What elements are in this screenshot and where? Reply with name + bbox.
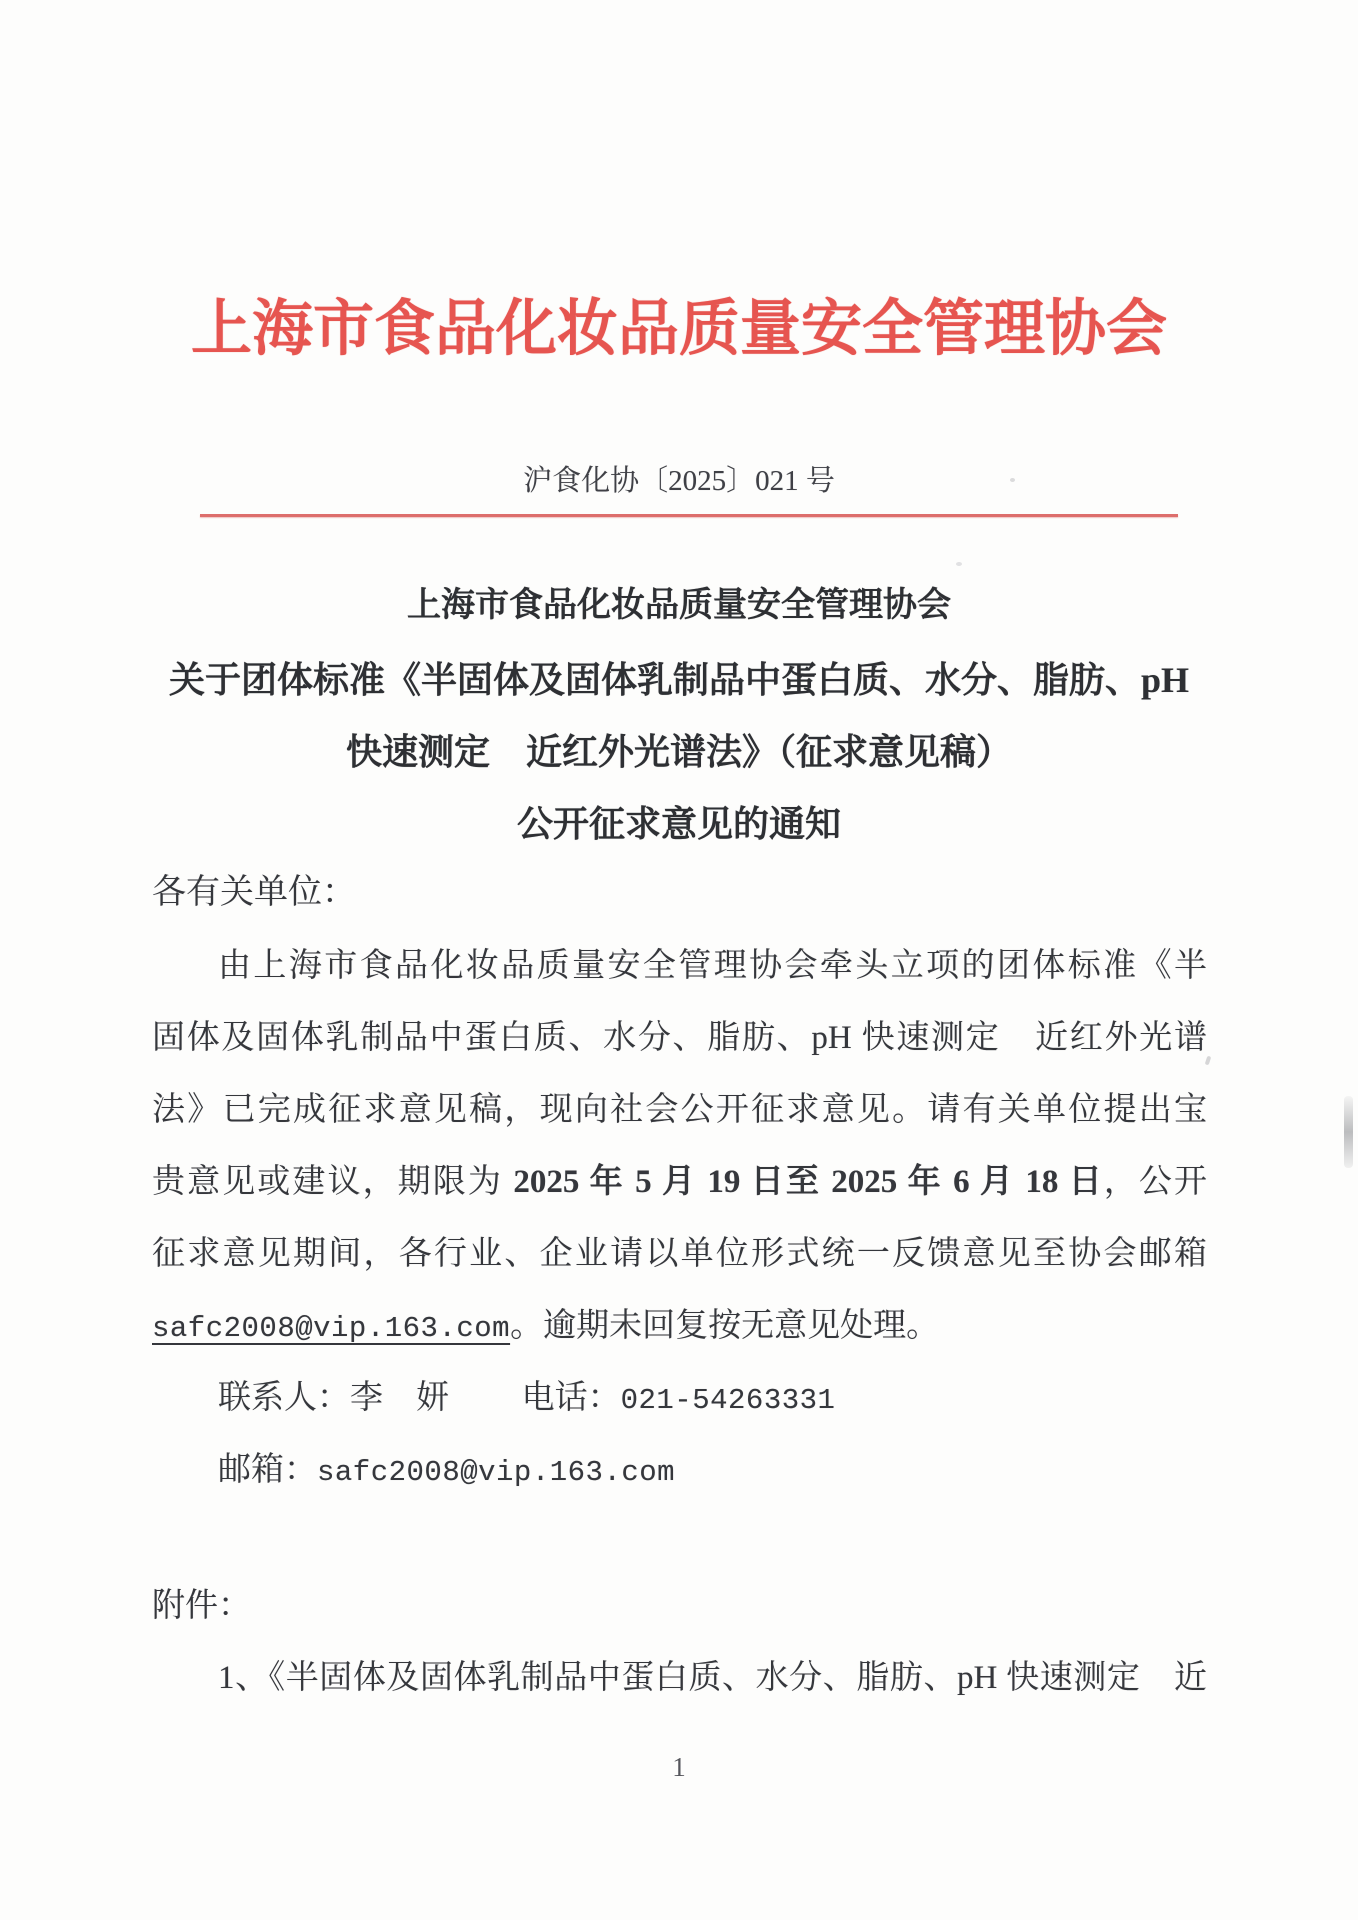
body-line-6 <box>152 1305 1207 1350</box>
mailbox-line <box>152 1449 1207 1494</box>
page-number: 1 <box>672 1752 686 1782</box>
notice-title-line-2: 关于团体标准《半固体及固体乳制品中蛋白质、水分、脂肪、pH <box>168 660 1190 700</box>
scan-speck-artifact <box>956 562 962 566</box>
attachments-label: 附件： <box>152 1588 251 1624</box>
scan-edge-smudge-artifact <box>1344 1096 1353 1168</box>
body-line-4-post: ，公开 <box>1103 1164 1208 1200</box>
contact-person-label: 联系人： <box>218 1380 350 1416</box>
contact-phone-label: 电话： <box>521 1380 621 1416</box>
feedback-email-underlined: safc2008@vip.163.com <box>152 1312 511 1345</box>
body-line-4 <box>152 1161 1207 1203</box>
notice-title-line-1: 上海市食品化妆品质量安全管理协会 <box>407 587 951 624</box>
mailbox-email: safc2008@vip.163.com <box>317 1456 676 1489</box>
document-number: 沪食化协〔2025〕021 号 <box>523 465 835 497</box>
salutation: 各有关单位： <box>152 874 356 911</box>
body-line-5: 征求意见期间，各行业、企业请以单位形式统一反馈意见至协会邮箱 <box>152 1236 1207 1272</box>
body-line-4-pre: 贵意见或建议，期限为 <box>152 1164 514 1200</box>
body-line-2: 固体及固体乳制品中蛋白质、水分、脂肪、pH 快速测定 近红外光谱 <box>152 1020 1207 1056</box>
notice-title-line-4: 公开征求意见的通知 <box>516 804 841 844</box>
contact-line <box>152 1377 1207 1422</box>
scan-speck-artifact <box>1010 478 1015 482</box>
body-line-6-post: 。逾期未回复按无意见处理。 <box>510 1308 940 1344</box>
attachment-item-1: 1、《半固体及固体乳制品中蛋白质、水分、脂肪、pH 快速测定 近 <box>218 1660 1207 1696</box>
body-line-1: 由上海市食品化妆品质量安全管理协会牵头立项的团体标准《半 <box>218 948 1207 984</box>
contact-phone-number: 021-54263331 <box>620 1384 836 1417</box>
letterhead-org-name: 上海市食品化妆品质量安全管理协会 <box>190 294 1167 362</box>
contact-person-name: 李 妍 <box>350 1380 449 1416</box>
letterhead-divider-rule <box>200 514 1178 517</box>
mailbox-label: 邮箱： <box>218 1452 317 1488</box>
body-line-3: 法》已完成征求意见稿，现向社会公开征求意见。请有关单位提出宝 <box>152 1092 1207 1128</box>
comment-deadline-dates: 2025 年 5 月 19 日至 2025 年 6 月 18 日 <box>513 1164 1104 1200</box>
notice-title-line-3: 快速测定 近红外光谱法》（征求意见稿） <box>345 732 1012 772</box>
